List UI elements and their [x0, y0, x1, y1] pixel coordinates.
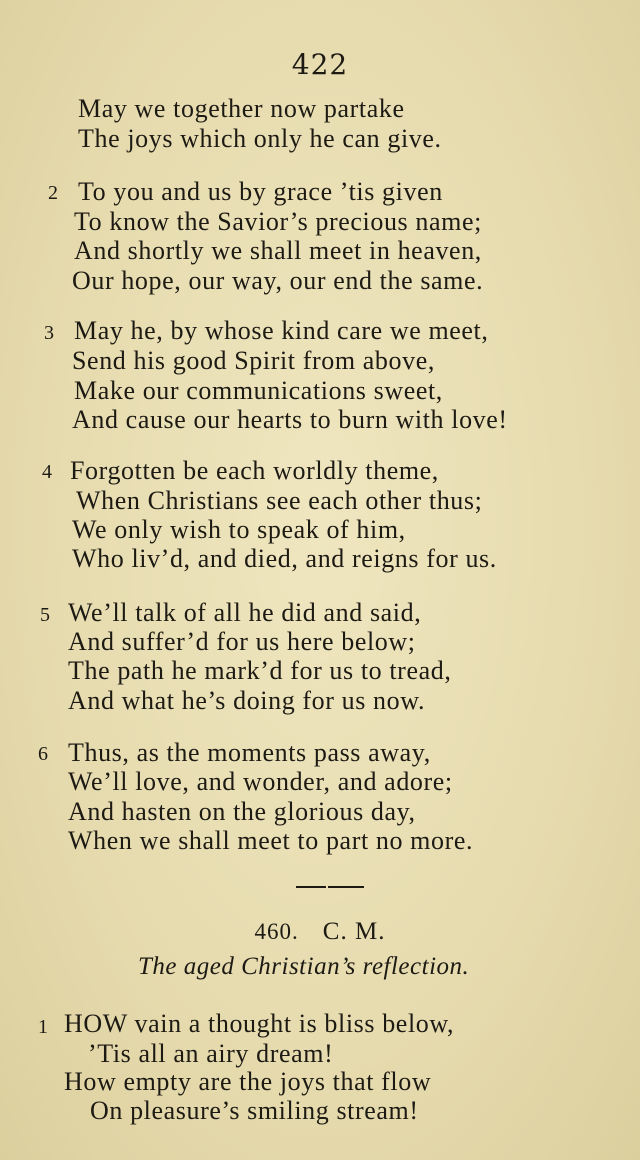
verse-line: And suffer’d for us here below;: [68, 627, 416, 656]
verse-line: The joys which only he can give.: [78, 124, 442, 153]
verse-line: And cause our hearts to burn with love!: [72, 405, 508, 434]
stanza-number: 2: [48, 182, 58, 204]
hymn-meter: C. M.: [322, 918, 386, 945]
verse-line: When we shall meet to part no more.: [68, 826, 474, 855]
verse-line: ’Tis all an airy dream!: [88, 1039, 334, 1068]
verse-line: May he, by whose kind care we meet,: [74, 316, 489, 345]
verse-line: We’ll talk of all he did and said,: [68, 598, 422, 627]
verse-line: On pleasure’s smiling stream!: [90, 1096, 419, 1125]
section-divider: [328, 886, 364, 888]
verse-line: HOW vain a thought is bliss below,: [64, 1009, 455, 1038]
verse-line: The path he mark’d for us to tread,: [68, 656, 452, 685]
stanza-number: 3: [44, 322, 54, 344]
verse-line: And hasten on the glorious day,: [68, 797, 416, 826]
verse-line: To you and us by grace ’tis given: [78, 177, 443, 206]
verse-line: May we together now partake: [78, 94, 405, 123]
verse-line: Our hope, our way, our end the same.: [72, 266, 484, 295]
verse-line: We only wish to speak of him,: [72, 515, 406, 544]
hymn-number: 460.: [254, 919, 299, 944]
verse-line: Make our communications sweet,: [74, 376, 443, 405]
stanza-number: 5: [40, 604, 50, 626]
verse-line: How empty are the joys that flow: [64, 1067, 432, 1096]
verse-line: To know the Savior’s precious name;: [74, 207, 482, 236]
section-divider: [296, 886, 326, 888]
verse-line: We’ll love, and wonder, and adore;: [68, 767, 453, 796]
verse-line: And what he’s doing for us now.: [68, 686, 426, 715]
verse-line: Thus, as the moments pass away,: [68, 738, 431, 767]
hymn-title: The aged Christian’s reflection.: [138, 953, 470, 980]
verse-line: And shortly we shall meet in heaven,: [74, 236, 482, 265]
verse-line: Forgotten be each worldly theme,: [70, 456, 439, 485]
page-number: 422: [291, 48, 349, 81]
stanza-number: 1: [38, 1016, 48, 1038]
stanza-number: 4: [42, 461, 52, 483]
verse-line: Send his good Spirit from above,: [72, 346, 435, 375]
verse-line: When Christians see each other thus;: [76, 486, 483, 515]
hymn-heading: [0, 918, 640, 946]
stanza-number: 6: [38, 743, 48, 765]
verse-line: Who liv’d, and died, and reigns for us.: [72, 544, 497, 573]
